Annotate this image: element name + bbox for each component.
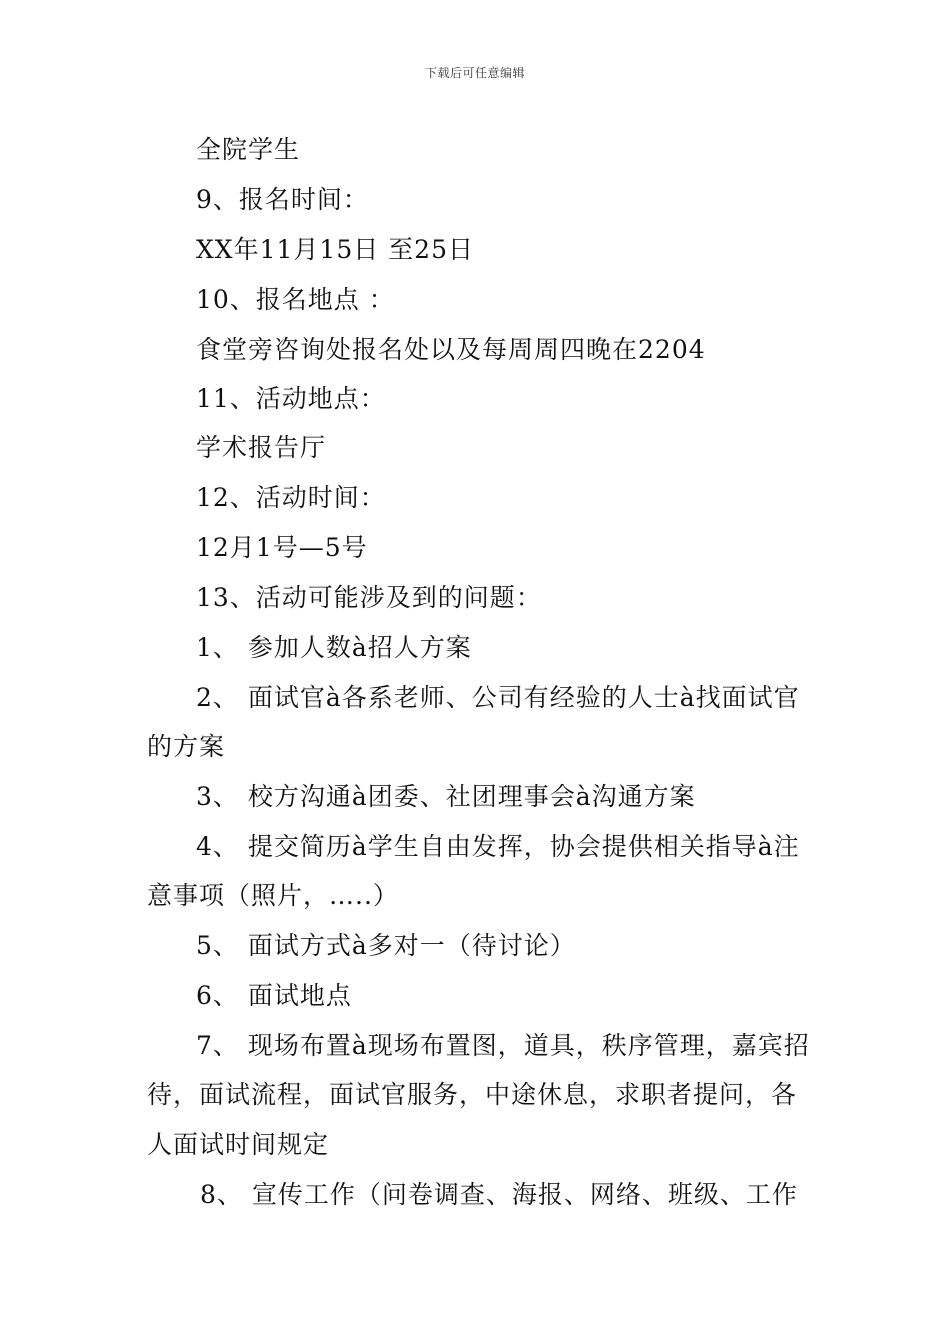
body-line: XX年11月15日 至25日 bbox=[196, 235, 474, 264]
list-item-continuation: 待，面试流程，面试官服务，中途休息，求职者提问，各 bbox=[147, 1080, 798, 1109]
list-item: 7、 现场布置à现场布置图，道具，秩序管理，嘉宾招 bbox=[196, 1031, 810, 1060]
body-line: 食堂旁咨询处报名处以及每周周四晚在2204 bbox=[196, 335, 706, 364]
list-item: 5、 面试方式à多对一（待讨论） bbox=[196, 931, 576, 960]
list-item: 2、 面试官à各系老师、公司有经验的人士à找面试官 bbox=[196, 683, 800, 712]
list-item-continuation: 人面试时间规定 bbox=[147, 1130, 330, 1159]
body-line: 11、活动地点： bbox=[196, 384, 386, 413]
list-item: 8、 宣传工作（问卷调查、海报、网络、班级、工作 bbox=[200, 1180, 798, 1209]
list-item: 6、 面试地点 bbox=[196, 981, 352, 1010]
list-item: 1、 参加人数à招人方案 bbox=[196, 633, 472, 662]
body-line: 学术报告厅 bbox=[196, 433, 327, 462]
body-line: 13、活动可能涉及到的问题： bbox=[196, 583, 542, 612]
body-line: 全院学生 bbox=[196, 135, 301, 164]
list-item: 3、 校方沟通à团委、社团理事会à沟通方案 bbox=[196, 782, 696, 811]
body-line: 12月1号—5号 bbox=[196, 533, 368, 562]
body-line: 10、报名地点 ： bbox=[196, 285, 395, 314]
list-item-continuation: 意事项（照片，…..） bbox=[147, 881, 399, 910]
body-line: 9、报名时间： bbox=[196, 185, 369, 214]
page-header: 下载后可任意编辑 bbox=[424, 66, 525, 80]
list-item-continuation: 的方案 bbox=[147, 732, 226, 761]
body-line: 12、活动时间： bbox=[196, 483, 386, 512]
list-item: 4、 提交简历à学生自由发挥，协会提供相关指导à注 bbox=[196, 832, 800, 861]
